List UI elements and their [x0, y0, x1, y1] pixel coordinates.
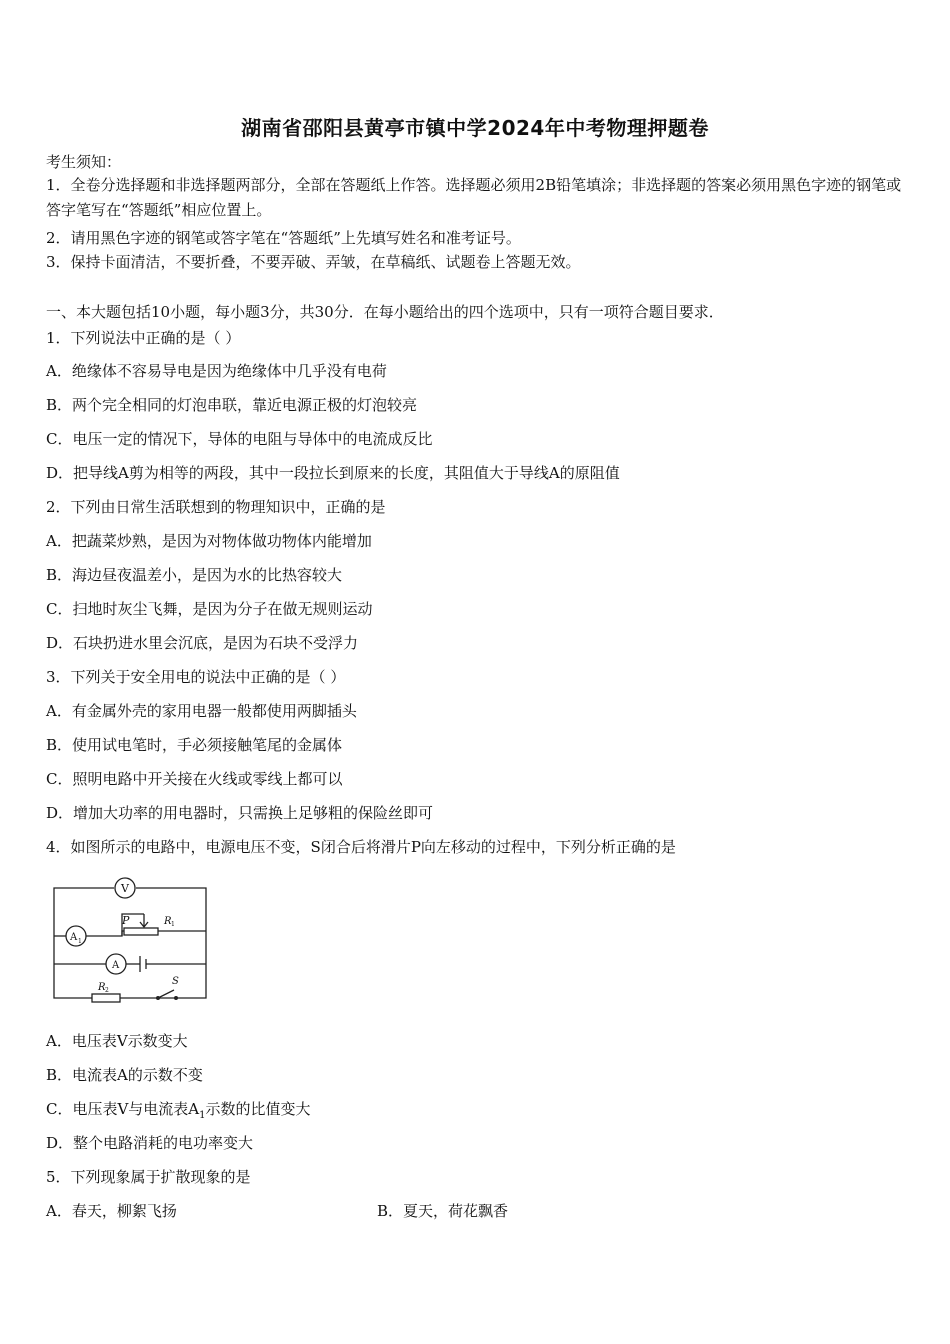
- question-2-stem: 2．下列由日常生活联想到的物理知识中，正确的是: [46, 498, 386, 516]
- q2-option-d: D．石块扔进水里会沉底，是因为石块不受浮力: [46, 634, 359, 652]
- q5-option-a: A．春天，柳絮飞扬: [46, 1202, 177, 1220]
- question-3-stem: 3．下列关于安全用电的说法中正确的是（ ）: [46, 668, 346, 686]
- q4-option-c-sub: 1: [199, 1110, 206, 1121]
- q3-option-c: C．照明电路中开关接在火线或零线上都可以: [46, 770, 343, 788]
- q1-option-a: A．绝缘体不容易导电是因为绝缘体中几乎没有电荷: [46, 362, 387, 380]
- circuit-diagram: [44, 874, 216, 1004]
- q3-option-b: B．使用试电笔时，手必须接触笔尾的金属体: [46, 736, 343, 754]
- notice-item-2: 2．请用黑色字迹的钢笔或答字笔在“答题纸”上先填写姓名和准考证号。: [46, 229, 521, 247]
- q4-option-b: B．电流表A的示数不变: [46, 1066, 203, 1084]
- q2-option-c: C．扫地时灰尘飞舞，是因为分子在做无规则运动: [46, 600, 373, 618]
- question-4-stem: 4．如图所示的电路中，电源电压不变，S闭合后将滑片P向左移动的过程中，下列分析正确的是: [46, 838, 676, 856]
- voltmeter-label: V: [121, 882, 129, 895]
- q4-option-a: A．电压表V示数变大: [46, 1032, 188, 1050]
- notice-item-3: 3．保持卡面清洁，不要折叠，不要弄破、弄皱，在草稿纸、试题卷上答题无效。: [46, 253, 581, 271]
- q3-option-d: D．增加大功率的用电器时，只需换上足够粗的保险丝即可: [46, 804, 434, 822]
- q4-option-c-post: 示数的比值变大: [205, 1100, 311, 1118]
- q4-option-c: [46, 1099, 311, 1126]
- switch-s-label: S: [172, 976, 179, 987]
- resistor-r2-label: R: [98, 982, 106, 993]
- ammeter-a-label: A: [112, 960, 120, 971]
- ammeter-a1-subscript: 1: [78, 938, 82, 945]
- question-5-stem: 5．下列现象属于扩散现象的是: [46, 1168, 251, 1186]
- q1-option-b: B．两个完全相同的灯泡串联，靠近电源正极的灯泡较亮: [46, 396, 418, 414]
- resistor-r1-subscript: 1: [171, 921, 175, 928]
- resistor-r2-subscript: 2: [105, 987, 109, 994]
- q1-option-c: C．电压一定的情况下，导体的电阻与导体中的电流成反比: [46, 430, 433, 448]
- q4-option-c-pre: C．电压表V与电流表A: [46, 1100, 200, 1118]
- q1-option-d: D．把导线A剪为相等的两段，其中一段拉长到原来的长度，其阻值大于导线A的原阻值: [46, 464, 620, 482]
- section-heading: 一、本大题包括10小题，每小题3分，共30分．在每小题给出的四个选项中，只有一项符合题目要求．: [46, 303, 724, 321]
- page-title: 湖南省邵阳县黄亭市镇中学2024年中考物理押题卷: [241, 116, 709, 140]
- question-1-stem: 1．下列说法中正确的是（ ）: [46, 329, 241, 347]
- q5-option-b: B．夏天，荷花飘香: [377, 1202, 509, 1220]
- q4-option-d: D．整个电路消耗的电功率变大: [46, 1134, 254, 1152]
- slider-p-label: P: [122, 914, 130, 927]
- q3-option-a: A．有金属外壳的家用电器一般都使用两脚插头: [46, 702, 357, 720]
- q2-option-a: A．把蔬菜炒熟，是因为对物体做功物体内能增加: [46, 532, 372, 550]
- notice-heading: 考生须知：: [46, 153, 122, 171]
- q2-option-b: B．海边昼夜温差小，是因为水的比热容较大: [46, 566, 343, 584]
- ammeter-a1-label: A: [70, 932, 78, 943]
- notice-item-1: 1．全卷分选择题和非选择题两部分，全部在答题纸上作答。选择题必须用2B铅笔填涂；非选择题的答案必须用黑色字迹的钢笔或答字笔写在“答题纸”相应位置上。: [46, 176, 902, 219]
- resistor-r1-label: R: [164, 916, 172, 927]
